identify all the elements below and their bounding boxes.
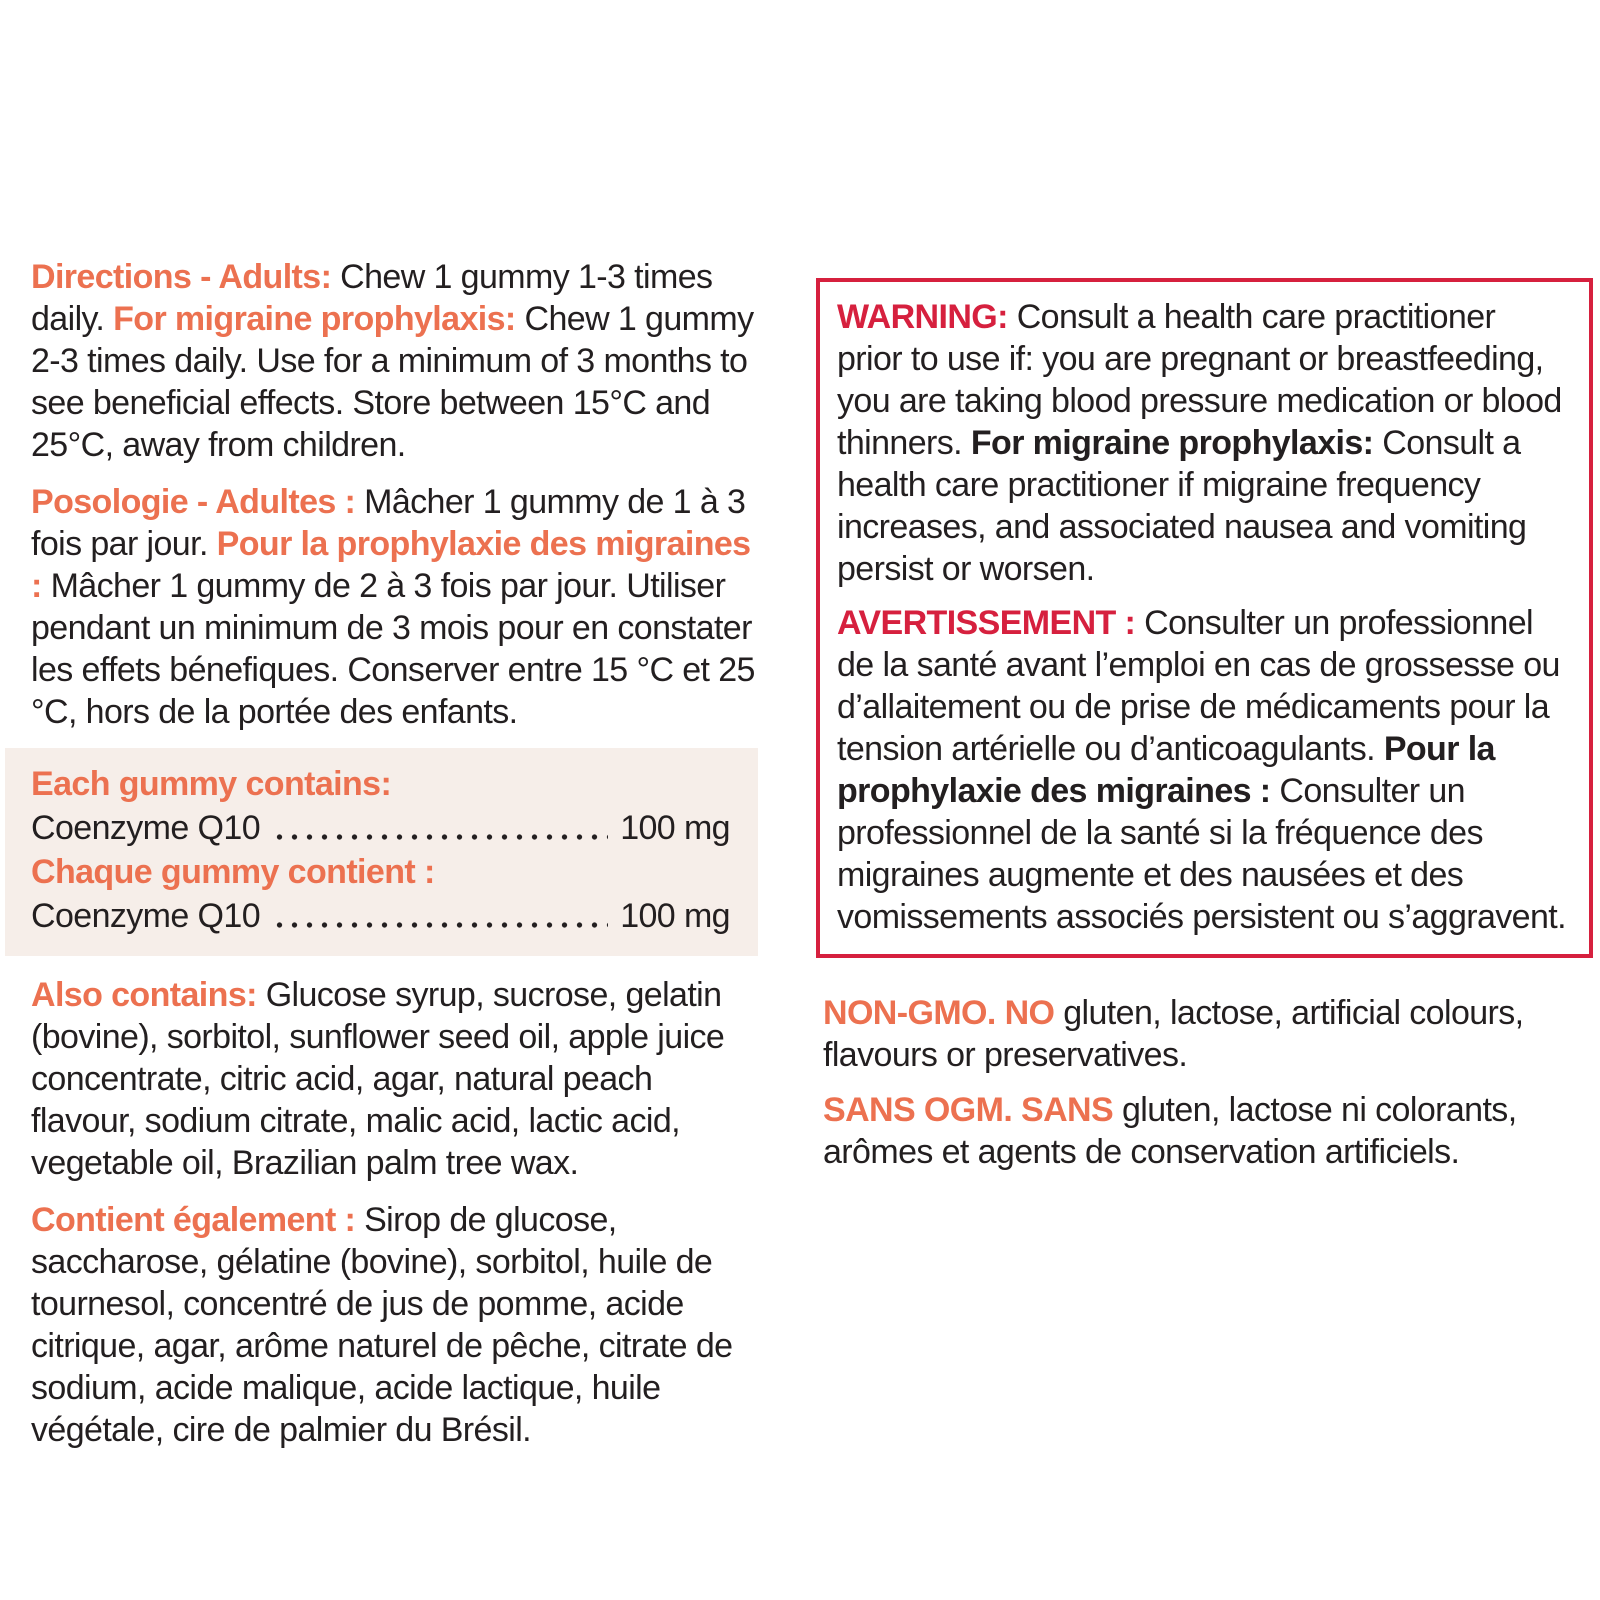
text-segment: Sirop de glucose, saccharose, gélatine (bovine), sorbitol, huile de tournesol, concentré de jus de pomme, acide citrique, agar, arôme naturel de pêche, citrate de sodium, acide malique, acide lactique, huile végétale, cire de palmier du Brésil.: [31, 1201, 733, 1449]
ingredient-row: [31, 806, 730, 850]
panel-rows-en: [31, 806, 730, 850]
supplement-facts-panel: [5, 748, 758, 956]
ingredient-name: Coenzyme Q10: [31, 809, 261, 847]
non-gmo-paragraph: [823, 992, 1593, 1076]
text-segment: Consulter un professionnel de la santé avant l’emploi en cas de grossesse ou d’allaitement ou de prise de médicaments pour la tension artérielle ou d’anticoagulants.: [837, 604, 1560, 768]
posologie-paragraph: [31, 481, 760, 733]
contient-egalement-paragraph: [31, 1199, 760, 1451]
text-segment: WARNING:: [837, 298, 1017, 336]
dot-leader: [272, 806, 608, 850]
text-segment: gluten, lactose, artificial colours, flavours or preservatives.: [823, 994, 1524, 1074]
text-segment: For migraine prophylaxis:: [113, 300, 525, 338]
text-segment: NON-GMO. NO: [823, 994, 1064, 1032]
ingredient-row: [31, 894, 730, 938]
ingredient-name: Coenzyme Q10: [31, 897, 261, 935]
text-segment: Chew 1 gummy 2-3 times daily. Use for a minimum of 3 months to see beneficial effects. Store between 15°C and 25°C, away from children.: [31, 300, 754, 464]
right-column: [816, 278, 1593, 1173]
ingredient-amount: 100 mg: [620, 809, 730, 847]
text-segment: Consult a health care practitioner if migraine frequency increases, and associated nausea and vomiting persist or worsen.: [837, 424, 1527, 588]
ingredient-amount: 100 mg: [620, 897, 730, 935]
panel-rows-fr: [31, 894, 730, 938]
also-contains-paragraph: [31, 974, 760, 1184]
text-segment: Also contains:: [31, 976, 266, 1014]
dot-leader: [272, 894, 608, 938]
panel-heading-en: Each gummy contains:: [31, 765, 392, 803]
panel-heading-fr: Chaque gummy contient :: [31, 853, 435, 891]
text-segment: Chew 1 gummy 1-3 times daily.: [31, 258, 713, 338]
text-segment: SANS OGM. SANS: [823, 1091, 1122, 1129]
sans-ogm-paragraph: [823, 1089, 1593, 1173]
directions-paragraph: [31, 256, 760, 466]
avertissement-paragraph: [837, 602, 1567, 938]
text-segment: Pour la prophylaxie des migraines :: [837, 730, 1495, 810]
text-segment: Mâcher 1 gummy de 1 à 3 fois par jour.: [31, 483, 746, 563]
left-column: [31, 256, 760, 1466]
text-segment: Posologie - Adultes :: [31, 483, 365, 521]
warning-box: [816, 278, 1593, 958]
warning-paragraph: [837, 296, 1567, 590]
text-segment: Glucose syrup, sucrose, gelatin (bovine), sorbitol, sunflower seed oil, apple juice concentrate, citric acid, agar, natural peach flavour, sodium citrate, malic acid, lactic acid, vegetable oil, Brazilian palm tree wax.: [31, 976, 725, 1182]
text-segment: gluten, lactose ni colorants, arômes et agents de conservation artificiels.: [823, 1091, 1517, 1171]
text-segment: Consult a health care practitioner prior to use if: you are pregnant or breastfeeding, you are taking blood pressure medication or blood thinners.: [837, 298, 1562, 462]
text-segment: Directions - Adults:: [31, 258, 341, 296]
text-segment: For migraine prophylaxis:: [970, 424, 1383, 462]
text-segment: Pour la prophylaxie des migraines :: [31, 525, 751, 605]
text-segment: Contient également :: [31, 1201, 365, 1239]
text-segment: Consulter un professionnel de la santé si la fréquence des migraines augmente et des nausées et des vomissements associés persistent ou s’aggravent.: [837, 772, 1566, 936]
text-segment: AVERTISSEMENT :: [837, 604, 1145, 642]
text-segment: Mâcher 1 gummy de 2 à 3 fois par jour. Utiliser pendant un minimum de 3 mois pour en constater les effets bénefiques. Conserver entre 15 °C et 25 °C, hors de la portée des enfants.: [31, 567, 755, 731]
